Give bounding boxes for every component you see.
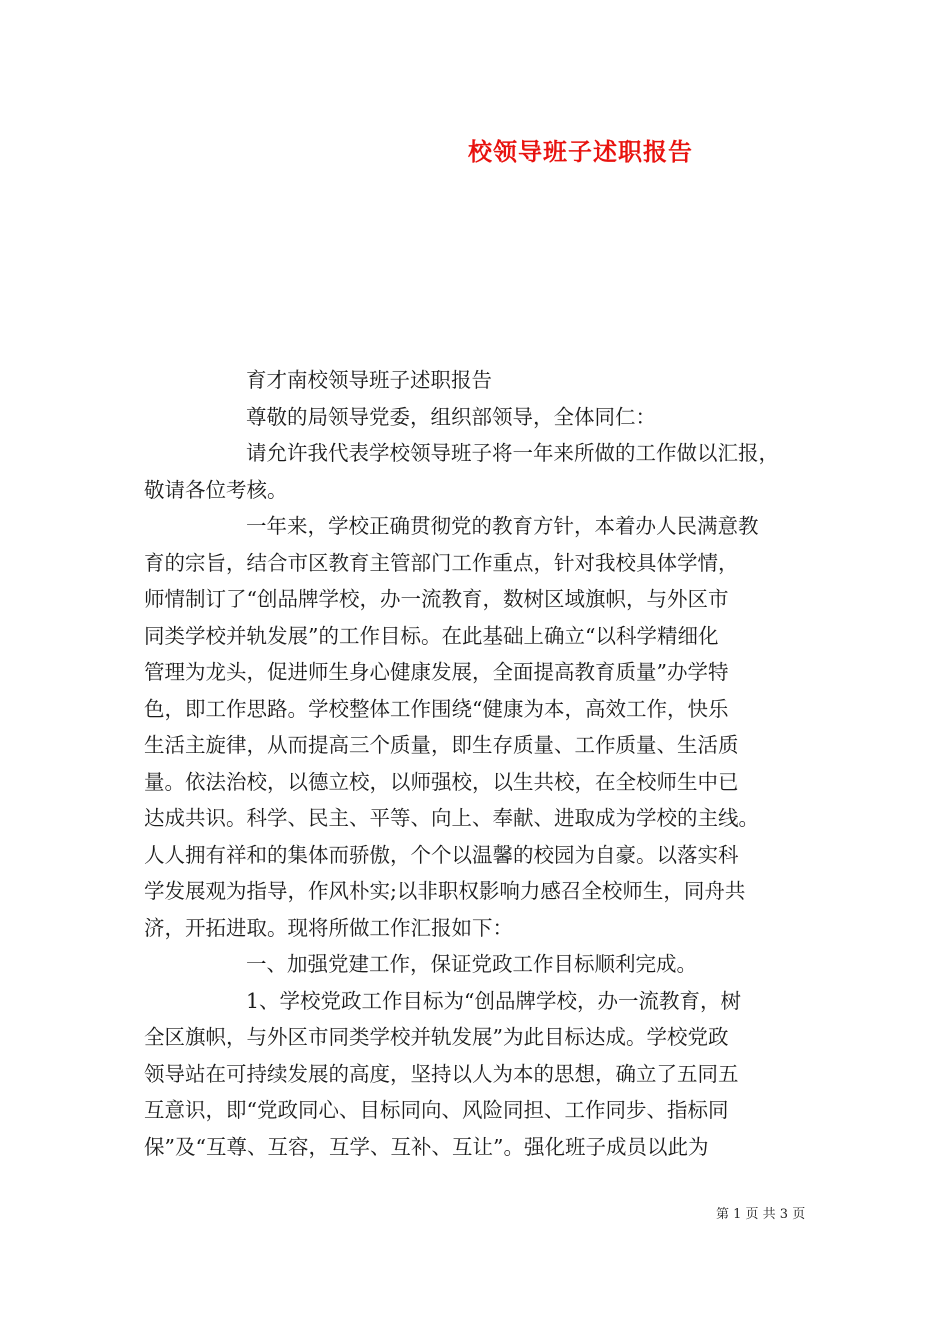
paragraph-line: 保”及“互尊、互容，互学、互补、互让”。强化班子成员以此为 [144,1134,709,1159]
paragraph-line: 济，开拓进取。现将所做工作汇报如下： [144,915,513,940]
paragraph-line: 一年来，学校正确贯彻党的教育方针，本着办人民满意教 [246,514,759,538]
paragraph-line: 领导站在可持续发展的高度，坚持以人为本的思想，确立了五同五 [144,1061,739,1086]
page-footer: 第 1 页 共 3 页 [716,1207,806,1222]
paragraph-line: 生活主旋律，从而提高三个质量，即生存质量、工作质量、生活质 [144,733,739,757]
paragraph-line: 师情制订了“创品牌学校，办一流教育，数树区域旗帜，与外区市 [144,587,729,611]
paragraph-line: 色，即工作思路。学校整体工作围绕“健康为本，高效工作，快乐 [144,696,729,721]
paragraph-line: 管理为龙头，促进师生身心健康发展，全面提高教育质量”办学特 [144,660,729,684]
document-title: 校领导班子述职报告 [468,137,693,166]
paragraph-line: 人人拥有祥和的集体而骄傲，个个以温馨的校园为自豪。以落实科 [144,842,739,867]
paragraph-line: 敬请各位考核。 [144,477,288,502]
paragraph-line: 1、学校党政工作目标为“创品牌学校，办一流教育，树 [246,988,742,1013]
paragraph-line: 学发展观为指导，作风朴实;以非职权影响力感召全校师生，同舟共 [144,879,746,903]
document-body [144,362,810,1165]
paragraph-line: 请允许我代表学校领导班子将一年来所做的工作做以汇报， [246,441,779,465]
paragraph-line: 全区旗帜，与外区市同类学校并轨发展”为此目标达成。学校党政 [144,1025,729,1049]
paragraph-line: 一、加强党建工作，保证党政工作目标顺利完成。 [246,952,697,976]
paragraph-line: 同类学校并轨发展”的工作目标。在此基础上确立“以科学精细化 [144,623,719,648]
paragraph-line: 量。依法治校，以德立校，以师强校，以生共校，在全校师生中已 [144,769,739,794]
paragraph-line: 育的宗旨，结合市区教育主管部门工作重点，针对我校具体学情， [144,550,739,575]
paragraph-line: 育才南校领导班子述职报告 [246,368,492,392]
paragraph-line: 互意识，即“党政同心、目标同向、风险同担、工作同步、指标同 [144,1098,729,1122]
paragraph-line: 尊敬的局领导党委，组织部领导，全体同仁： [246,404,656,429]
paragraph-line: 达成共识。科学、民主、平等、向上、奉献、进取成为学校的主线。 [144,806,759,830]
